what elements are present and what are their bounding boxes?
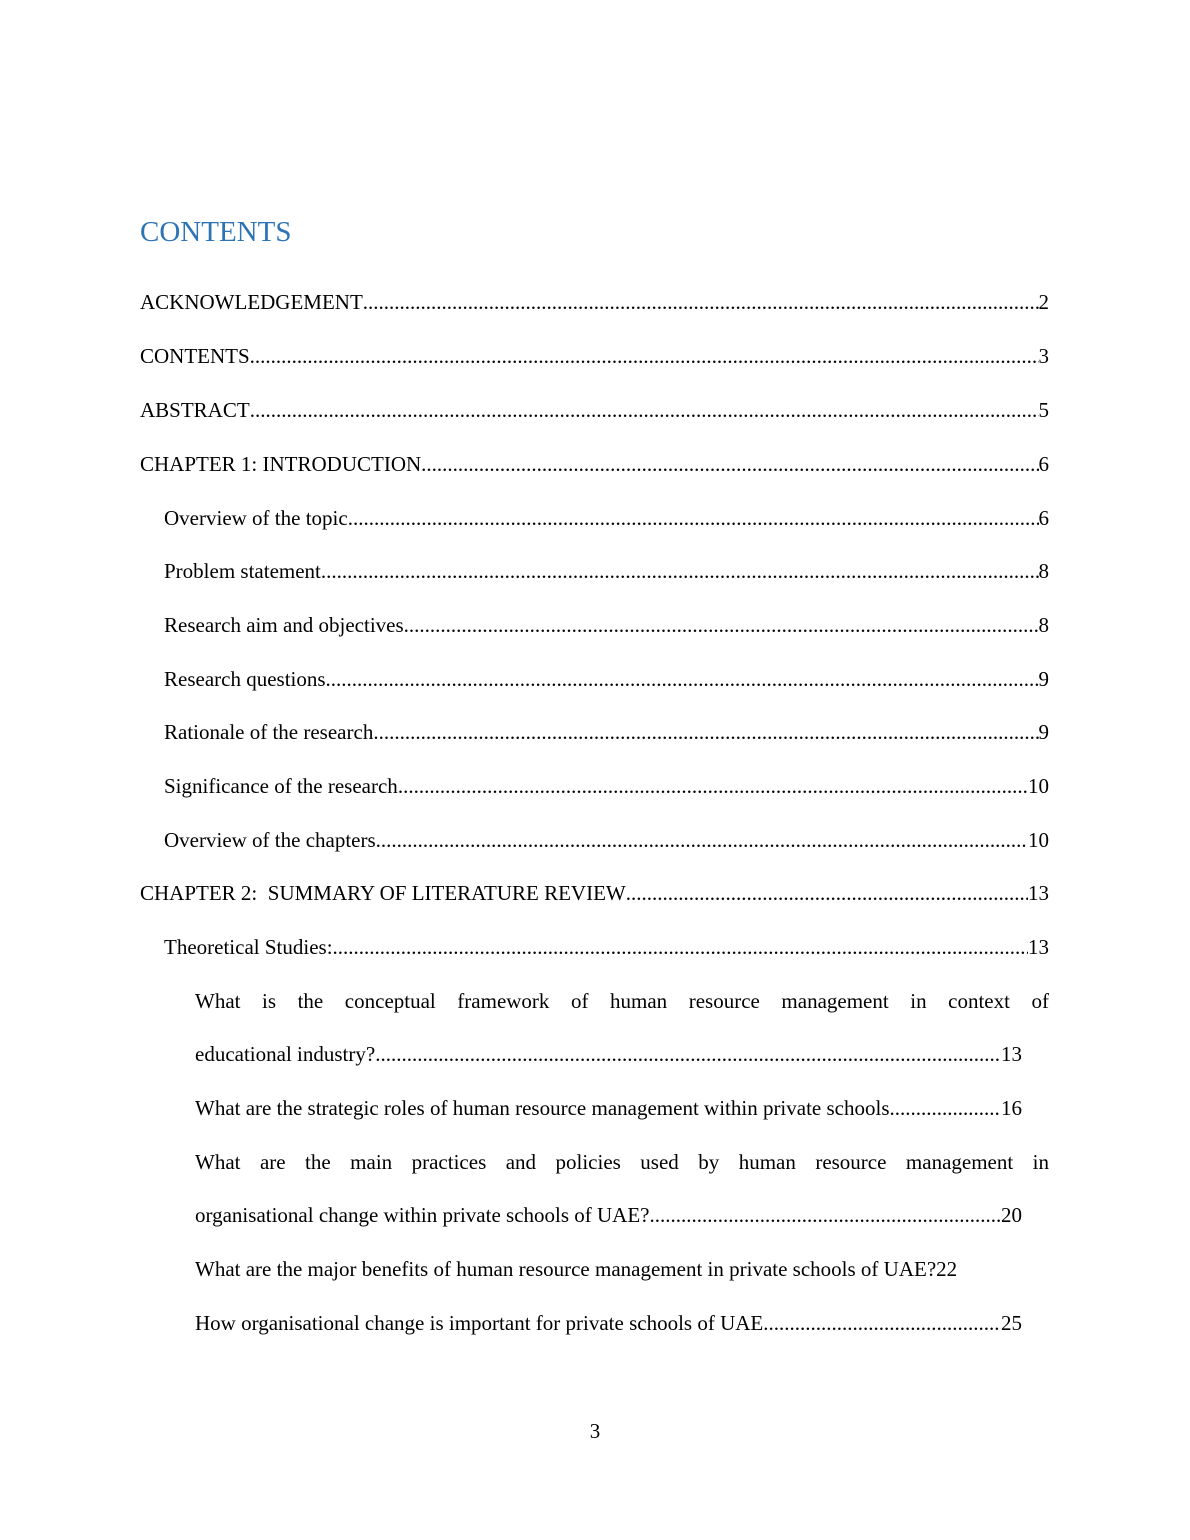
dot-leader <box>404 612 1039 638</box>
dot-leader <box>398 773 1028 799</box>
dot-leader <box>321 558 1039 584</box>
toc-entry-practices-policies-line1[interactable] <box>195 1149 1049 1175</box>
toc-entry-label: CHAPTER 2: SUMMARY OF LITERATURE REVIEW <box>140 881 626 905</box>
dot-leader <box>763 1310 1001 1336</box>
toc-entry-page: 8 <box>1038 559 1049 583</box>
dot-leader <box>890 1095 1002 1121</box>
dot-leader <box>375 1041 1001 1067</box>
toc-entry-page: 9 <box>1038 667 1049 691</box>
toc-entry-page: 13 <box>1001 1042 1022 1066</box>
toc-entry-label: educational industry? <box>195 1042 376 1066</box>
toc-entry-organisational-change[interactable] <box>195 1310 1022 1336</box>
dot-leader <box>626 880 1028 906</box>
dot-leader <box>421 451 1038 477</box>
dot-leader <box>650 1202 1002 1228</box>
page-number: 3 <box>589 1419 601 1443</box>
toc-heading: CONTENTS <box>140 216 292 248</box>
toc-entry-overview-of-chapters[interactable] <box>164 827 1049 853</box>
toc-entry-chapter-1[interactable] <box>140 451 1049 477</box>
toc-entry-label: Research aim and objectives <box>164 613 404 637</box>
dot-leader <box>376 827 1028 853</box>
toc-entry-significance[interactable] <box>164 773 1049 799</box>
toc-entry-rationale[interactable] <box>164 719 1049 745</box>
toc-entry-page: 20 <box>1001 1203 1022 1227</box>
toc-entry-label: ACKNOWLEDGEMENT <box>140 290 363 314</box>
toc-entry-label: What are the strategic roles of human resource management within private schools <box>195 1096 890 1120</box>
toc-entry-research-aim[interactable] <box>164 612 1049 638</box>
dot-leader <box>373 719 1038 745</box>
toc-entry-page: 5 <box>1038 398 1049 422</box>
toc-entry-label: Research questions <box>164 667 326 691</box>
toc-entry-page: 6 <box>1038 452 1049 476</box>
toc-entry-page: 10 <box>1028 774 1049 798</box>
dot-leader <box>348 505 1039 531</box>
toc-entry-page: 25 <box>1001 1311 1022 1335</box>
toc-entry-page: 3 <box>1038 344 1049 368</box>
toc-entry-label: CHAPTER 1: INTRODUCTION <box>140 452 422 476</box>
toc-entry-page: 10 <box>1028 828 1049 852</box>
toc-entry-label: What are the main practices and policies used by human resource management in <box>195 1150 1049 1174</box>
toc-entry-label: Overview of the topic <box>164 506 348 530</box>
toc-entry-acknowledgement[interactable] <box>140 289 1049 315</box>
toc-entry-page: 9 <box>1038 720 1049 744</box>
toc-entry-label: Theoretical Studies: <box>164 935 333 959</box>
dot-leader <box>363 289 1039 315</box>
dot-leader <box>326 666 1039 692</box>
toc-entry-overview-of-topic[interactable] <box>164 505 1049 531</box>
toc-entry-label: Problem statement <box>164 559 321 583</box>
toc-entry-label: What is the conceptual framework of human resource management in context of <box>195 989 1049 1013</box>
toc-entry-page: 13 <box>1028 881 1049 905</box>
toc-entry-theoretical-studies[interactable] <box>164 934 1049 960</box>
toc-entry-conceptual-framework-line1[interactable] <box>195 988 1049 1014</box>
toc-entry-problem-statement[interactable] <box>164 558 1049 584</box>
toc-entry-label: Overview of the chapters <box>164 828 376 852</box>
toc-entry-label: How organisational change is important for private schools of UAE <box>195 1311 764 1335</box>
toc-entry-label: CONTENTS <box>140 344 250 368</box>
toc-entry-conceptual-framework-line2[interactable] <box>195 1041 1022 1067</box>
toc-entry-page: 8 <box>1038 613 1049 637</box>
toc-entry-major-benefits[interactable]: What are the major benefits of human resource management in private schools of UAE?22 <box>195 1257 958 1281</box>
toc-entry-research-questions[interactable] <box>164 666 1049 692</box>
toc-entry-label: organisational change within private schools of UAE? <box>195 1203 650 1227</box>
toc-entry-practices-policies-line2[interactable] <box>195 1202 1022 1228</box>
dot-leader <box>333 934 1028 960</box>
toc-entry-abstract[interactable] <box>140 397 1049 423</box>
toc-entry-label: Rationale of the research <box>164 720 374 744</box>
toc-entry-strategic-roles[interactable] <box>195 1095 1022 1121</box>
toc-entry-chapter-2[interactable] <box>140 880 1049 906</box>
toc-entry-label: Significance of the research <box>164 774 398 798</box>
toc-entry-page: 13 <box>1028 935 1049 959</box>
toc-entry-contents[interactable] <box>140 343 1049 369</box>
toc-entry-page: 2 <box>1038 290 1049 314</box>
toc-entry-page: 16 <box>1001 1096 1022 1120</box>
dot-leader <box>250 397 1039 423</box>
dot-leader <box>250 343 1039 369</box>
toc-entry-page: 6 <box>1038 506 1049 530</box>
toc-entry-label: ABSTRACT <box>140 398 250 422</box>
